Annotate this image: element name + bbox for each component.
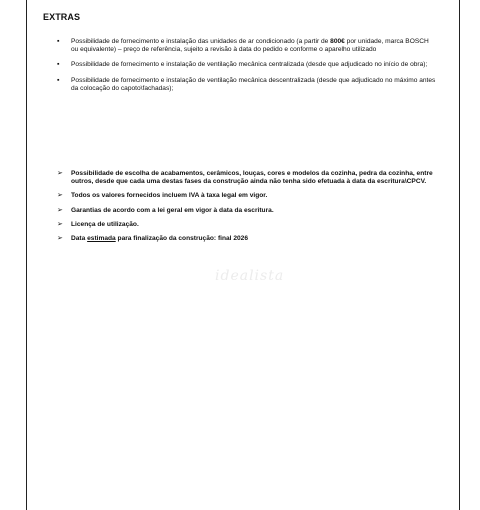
- list-item: [57, 221, 442, 229]
- item-text: Possibilidade de fornecimento e instalação de ventilação mecânica descentralizada (desde que adjudicado no máximo antes da colocação do capoto\fachadas);: [71, 76, 436, 92]
- conditions-arrow-list: [57, 170, 442, 249]
- arrow-bullet-icon: ➢: [57, 192, 63, 200]
- section-heading: EXTRAS: [43, 12, 81, 22]
- arrow-bullet-icon: ➢: [57, 170, 63, 177]
- arrow-bullet-icon: ➢: [57, 220, 63, 228]
- item-text: Data: [71, 235, 88, 243]
- watermark-logo: idealista: [215, 268, 285, 284]
- document-page: [26, 0, 460, 510]
- list-item: [57, 61, 437, 69]
- arrow-bullet-icon: ➢: [57, 206, 63, 214]
- item-text: Todos os valores fornecidos incluem IVA à taxa legal em vigor.: [71, 192, 268, 200]
- bullet-icon: ▪: [57, 38, 60, 45]
- item-text: Possibilidade de escolha de acabamentos, cerâmicos, louças, cores e modelos da cozinha, pedra da cozinha, entre outros, desde que cada uma destas fases da construção ainda não tenha sido efetuada à data da escritura\CPCV.: [71, 170, 433, 186]
- arrow-bullet-icon: ➢: [57, 235, 63, 243]
- list-item: [57, 77, 437, 93]
- price-bold: 800€: [330, 38, 345, 45]
- list-item: [57, 192, 442, 200]
- list-item: [57, 235, 442, 243]
- item-text: Licença de utilização.: [71, 220, 139, 228]
- item-text: para finalização da construção: final 2026: [115, 235, 249, 243]
- item-text: Possibilidade de fornecimento e instalação de ventilação mecânica centralizada (desde que adjudicado no início de obra);: [71, 61, 428, 69]
- bullet-icon: ▪: [57, 76, 60, 84]
- item-text: Possibilidade de fornecimento e instalação das unidades de ar condicionado (a partir de: [71, 38, 331, 45]
- bullet-icon: ▪: [57, 61, 60, 69]
- extras-bullet-list: [57, 38, 437, 100]
- list-item: [57, 207, 442, 215]
- item-text: Garantias de acordo com a lei geral em vigor à data da escritura.: [71, 206, 274, 214]
- underlined-word: estimada: [87, 235, 116, 243]
- list-item: [57, 170, 442, 186]
- item-text: por unidade, marca BOSCH ou equivalente) – preço de referência, sujeito a revisão à data do pedido e conforme o aparelho utilizado: [71, 38, 429, 54]
- list-item: [57, 38, 437, 54]
